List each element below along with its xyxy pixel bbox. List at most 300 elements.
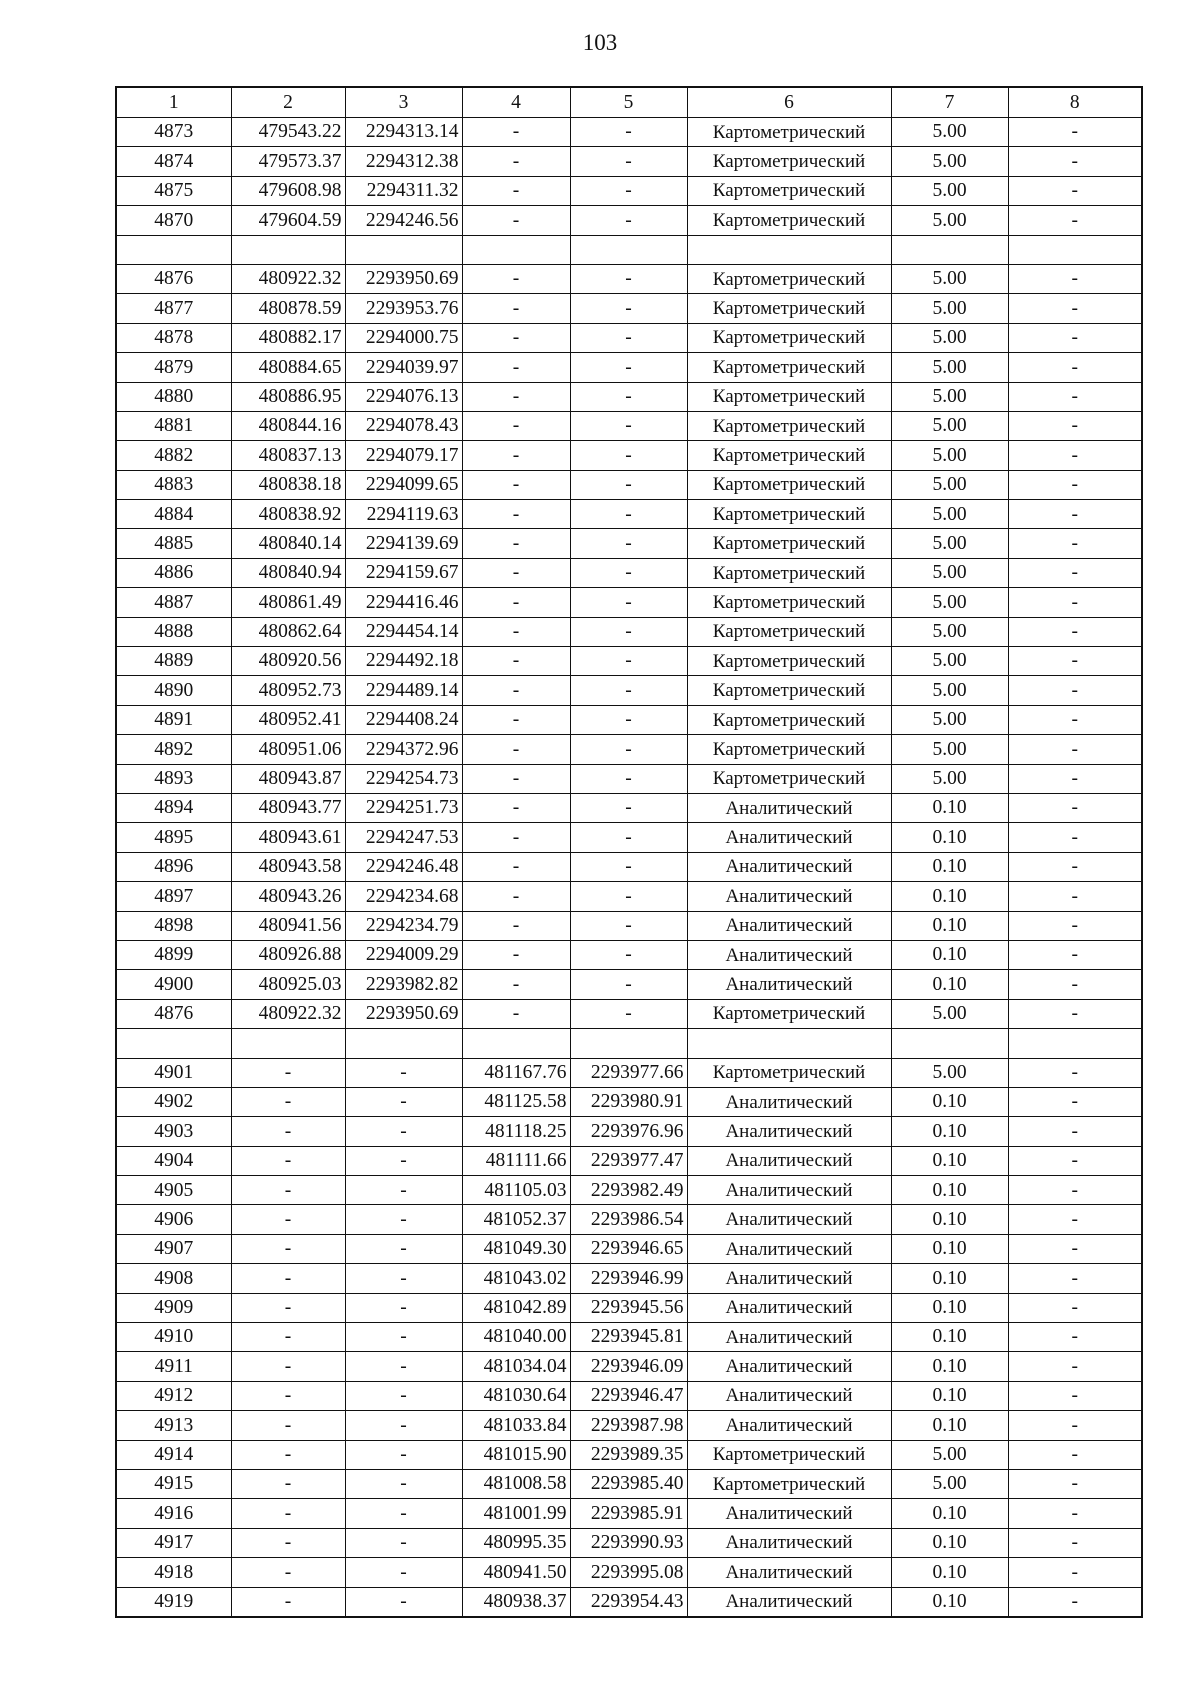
table-row bbox=[116, 411, 1142, 440]
table-row bbox=[116, 1176, 1142, 1205]
table-cell: - bbox=[462, 500, 570, 529]
table-cell: 5.00 bbox=[891, 441, 1008, 470]
table-cell: - bbox=[1008, 500, 1142, 529]
table-cell: Картометрический bbox=[687, 323, 891, 352]
table-cell: - bbox=[462, 617, 570, 646]
table-cell: - bbox=[345, 1323, 462, 1352]
table-row bbox=[116, 1587, 1142, 1617]
table-cell: 2293985.91 bbox=[570, 1499, 687, 1528]
table-cell: 479604.59 bbox=[231, 206, 345, 235]
table-cell: Аналитический bbox=[687, 1146, 891, 1175]
table-cell: - bbox=[1008, 588, 1142, 617]
table-cell: - bbox=[1008, 823, 1142, 852]
table-row bbox=[116, 1058, 1142, 1087]
table-cell: 0.10 bbox=[891, 882, 1008, 911]
table-cell bbox=[891, 1029, 1008, 1058]
table-cell: - bbox=[570, 323, 687, 352]
page-number: 103 bbox=[582, 30, 618, 55]
table-row bbox=[116, 793, 1142, 822]
table-cell: 2294234.68 bbox=[345, 882, 462, 911]
table-cell: 2293946.99 bbox=[570, 1264, 687, 1293]
table-cell: - bbox=[345, 1499, 462, 1528]
table-cell: 4892 bbox=[116, 735, 231, 764]
table-cell: - bbox=[1008, 999, 1142, 1028]
table-cell: Картометрический bbox=[687, 1469, 891, 1498]
table-cell: Картометрический bbox=[687, 147, 891, 176]
table-cell: 480943.58 bbox=[231, 852, 345, 881]
table-cell: Аналитический bbox=[687, 793, 891, 822]
table-cell: - bbox=[1008, 1176, 1142, 1205]
table-cell: - bbox=[462, 264, 570, 293]
table-cell: 481049.30 bbox=[462, 1234, 570, 1263]
table-cell: Аналитический bbox=[687, 1234, 891, 1263]
table-cell: - bbox=[462, 382, 570, 411]
table-cell: - bbox=[570, 676, 687, 705]
table-cell: 4893 bbox=[116, 764, 231, 793]
table-cell: 4911 bbox=[116, 1352, 231, 1381]
table-cell: - bbox=[462, 940, 570, 969]
table-cell: - bbox=[345, 1058, 462, 1087]
table-cell: - bbox=[462, 441, 570, 470]
table-cell: 2294246.48 bbox=[345, 852, 462, 881]
table-cell: Картометрический bbox=[687, 353, 891, 382]
table-row bbox=[116, 441, 1142, 470]
table-body bbox=[116, 118, 1142, 1617]
table-cell: 480943.26 bbox=[231, 882, 345, 911]
table-row bbox=[116, 118, 1142, 147]
table-cell: - bbox=[1008, 705, 1142, 734]
table-cell: 2293950.69 bbox=[345, 999, 462, 1028]
table-cell: 4887 bbox=[116, 588, 231, 617]
table-cell: 4899 bbox=[116, 940, 231, 969]
table-cell: - bbox=[462, 852, 570, 881]
table-cell: 2293985.40 bbox=[570, 1469, 687, 1498]
table-cell: - bbox=[345, 1587, 462, 1617]
table-cell: - bbox=[345, 1264, 462, 1293]
table-cell: - bbox=[570, 911, 687, 940]
table-cell: 480886.95 bbox=[231, 382, 345, 411]
table-cell: Аналитический bbox=[687, 1558, 891, 1587]
table-cell: - bbox=[1008, 647, 1142, 676]
table-cell: 2293977.47 bbox=[570, 1146, 687, 1175]
table-row bbox=[116, 529, 1142, 558]
table-cell: Картометрический bbox=[687, 558, 891, 587]
table-cell: - bbox=[231, 1528, 345, 1557]
table-cell: - bbox=[345, 1381, 462, 1410]
table-cell: Аналитический bbox=[687, 1352, 891, 1381]
table-cell: Картометрический bbox=[687, 500, 891, 529]
table-cell: 2293986.54 bbox=[570, 1205, 687, 1234]
table-cell: - bbox=[1008, 1352, 1142, 1381]
table-cell: 480884.65 bbox=[231, 353, 345, 382]
table-cell: Картометрический bbox=[687, 206, 891, 235]
table-cell: 2294254.73 bbox=[345, 764, 462, 793]
table-cell: - bbox=[231, 1117, 345, 1146]
table-cell: - bbox=[1008, 764, 1142, 793]
table-cell: 2293989.35 bbox=[570, 1440, 687, 1469]
table-cell: 4905 bbox=[116, 1176, 231, 1205]
table-cell bbox=[116, 235, 231, 264]
table-cell: 2293976.96 bbox=[570, 1117, 687, 1146]
table-cell: - bbox=[231, 1293, 345, 1322]
table-cell: - bbox=[462, 529, 570, 558]
table-cell: 4894 bbox=[116, 793, 231, 822]
table-cell: 4918 bbox=[116, 1558, 231, 1587]
table-cell: Картометрический bbox=[687, 382, 891, 411]
table-cell bbox=[462, 235, 570, 264]
table-cell: - bbox=[345, 1528, 462, 1557]
table-cell: - bbox=[231, 1323, 345, 1352]
table-cell: - bbox=[1008, 793, 1142, 822]
column-header: 5 bbox=[570, 87, 687, 118]
table-cell bbox=[231, 235, 345, 264]
table-cell: - bbox=[1008, 323, 1142, 352]
table-cell: 481167.76 bbox=[462, 1058, 570, 1087]
table-cell: 5.00 bbox=[891, 588, 1008, 617]
table-cell: - bbox=[1008, 1117, 1142, 1146]
table-cell: 481008.58 bbox=[462, 1469, 570, 1498]
table-cell: Аналитический bbox=[687, 1499, 891, 1528]
table-cell: 4908 bbox=[116, 1264, 231, 1293]
table-cell: - bbox=[570, 411, 687, 440]
table-cell: - bbox=[1008, 1499, 1142, 1528]
table-cell: 2294313.14 bbox=[345, 118, 462, 147]
table-cell: - bbox=[570, 294, 687, 323]
table-cell: - bbox=[345, 1205, 462, 1234]
table-cell: - bbox=[462, 558, 570, 587]
table-row bbox=[116, 206, 1142, 235]
table-cell: 0.10 bbox=[891, 852, 1008, 881]
table-cell: 5.00 bbox=[891, 353, 1008, 382]
table-cell bbox=[570, 235, 687, 264]
table-cell: 481015.90 bbox=[462, 1440, 570, 1469]
table-row bbox=[116, 911, 1142, 940]
table-cell: 481033.84 bbox=[462, 1411, 570, 1440]
table-cell: 481034.04 bbox=[462, 1352, 570, 1381]
table-cell: - bbox=[462, 911, 570, 940]
table-cell: 481052.37 bbox=[462, 1205, 570, 1234]
table-cell: - bbox=[462, 970, 570, 999]
table-cell: - bbox=[570, 647, 687, 676]
table-cell: 5.00 bbox=[891, 647, 1008, 676]
table-cell: Аналитический bbox=[687, 1205, 891, 1234]
table-cell: - bbox=[1008, 118, 1142, 147]
table-cell: 4877 bbox=[116, 294, 231, 323]
table-cell: 481043.02 bbox=[462, 1264, 570, 1293]
table-cell: 481030.64 bbox=[462, 1381, 570, 1410]
table-cell: - bbox=[231, 1381, 345, 1410]
table-cell: - bbox=[1008, 558, 1142, 587]
table-row bbox=[116, 617, 1142, 646]
table-cell: - bbox=[462, 470, 570, 499]
table-cell: - bbox=[570, 970, 687, 999]
table-cell: 5.00 bbox=[891, 558, 1008, 587]
table-cell: Картометрический bbox=[687, 705, 891, 734]
table-cell: 0.10 bbox=[891, 1528, 1008, 1557]
table-cell: 4919 bbox=[116, 1587, 231, 1617]
table-cell: 2294454.14 bbox=[345, 617, 462, 646]
table-cell: 2294078.43 bbox=[345, 411, 462, 440]
table-cell: 0.10 bbox=[891, 970, 1008, 999]
column-header: 1 bbox=[116, 87, 231, 118]
table-cell: Аналитический bbox=[687, 1411, 891, 1440]
table-cell: 4909 bbox=[116, 1293, 231, 1322]
table-cell: 0.10 bbox=[891, 1176, 1008, 1205]
table-cell: Картометрический bbox=[687, 676, 891, 705]
table-cell: 0.10 bbox=[891, 911, 1008, 940]
table-cell: Аналитический bbox=[687, 940, 891, 969]
table-cell: - bbox=[1008, 676, 1142, 705]
table-cell: 4881 bbox=[116, 411, 231, 440]
table-row bbox=[116, 1469, 1142, 1498]
table-cell: 480951.06 bbox=[231, 735, 345, 764]
table-cell: - bbox=[1008, 411, 1142, 440]
table-cell: 2293945.81 bbox=[570, 1323, 687, 1352]
table-cell: - bbox=[570, 882, 687, 911]
table-cell: 479608.98 bbox=[231, 176, 345, 205]
table-cell: Картометрический bbox=[687, 294, 891, 323]
table-cell: - bbox=[1008, 147, 1142, 176]
table-cell: 4870 bbox=[116, 206, 231, 235]
table-cell: 5.00 bbox=[891, 206, 1008, 235]
table-cell: 4898 bbox=[116, 911, 231, 940]
table-cell: 4883 bbox=[116, 470, 231, 499]
table-cell: - bbox=[345, 1117, 462, 1146]
table-row bbox=[116, 1323, 1142, 1352]
table-cell: 4895 bbox=[116, 823, 231, 852]
table-cell: 2294076.13 bbox=[345, 382, 462, 411]
table-cell: 0.10 bbox=[891, 793, 1008, 822]
table-cell: - bbox=[570, 705, 687, 734]
table-cell: 480862.64 bbox=[231, 617, 345, 646]
table-cell: 4873 bbox=[116, 118, 231, 147]
table-cell: - bbox=[231, 1587, 345, 1617]
coordinates-table bbox=[115, 86, 1143, 1618]
table-cell: 481001.99 bbox=[462, 1499, 570, 1528]
table-cell: 5.00 bbox=[891, 1469, 1008, 1498]
table-cell: 5.00 bbox=[891, 529, 1008, 558]
table-cell: 4884 bbox=[116, 500, 231, 529]
table-cell: 481042.89 bbox=[462, 1293, 570, 1322]
table-cell: - bbox=[570, 617, 687, 646]
table-cell: - bbox=[570, 999, 687, 1028]
table-cell bbox=[891, 235, 1008, 264]
table-cell: 2294000.75 bbox=[345, 323, 462, 352]
table-cell: 2293946.65 bbox=[570, 1234, 687, 1263]
table-cell: 4912 bbox=[116, 1381, 231, 1410]
table-cell: - bbox=[1008, 206, 1142, 235]
table-row bbox=[116, 470, 1142, 499]
table-cell: - bbox=[1008, 264, 1142, 293]
table-cell: - bbox=[462, 823, 570, 852]
table-row bbox=[116, 264, 1142, 293]
column-header: 6 bbox=[687, 87, 891, 118]
table-cell: 480838.18 bbox=[231, 470, 345, 499]
table-cell: 0.10 bbox=[891, 940, 1008, 969]
table-cell: Картометрический bbox=[687, 588, 891, 617]
table-cell: - bbox=[231, 1469, 345, 1498]
table-cell: 4878 bbox=[116, 323, 231, 352]
table-cell: - bbox=[570, 852, 687, 881]
table-cell: 480941.56 bbox=[231, 911, 345, 940]
table-cell: 480861.49 bbox=[231, 588, 345, 617]
table-cell: - bbox=[231, 1234, 345, 1263]
table-cell: 480926.88 bbox=[231, 940, 345, 969]
table-cell: 0.10 bbox=[891, 1587, 1008, 1617]
table-row bbox=[116, 588, 1142, 617]
table-cell: - bbox=[570, 529, 687, 558]
table-cell: Аналитический bbox=[687, 1176, 891, 1205]
table-cell: - bbox=[570, 147, 687, 176]
table-cell: - bbox=[345, 1440, 462, 1469]
table-cell: 2294251.73 bbox=[345, 793, 462, 822]
table-cell: 2294246.56 bbox=[345, 206, 462, 235]
table-cell: Картометрический bbox=[687, 647, 891, 676]
table-cell: 4875 bbox=[116, 176, 231, 205]
table-cell: - bbox=[570, 118, 687, 147]
table-cell: 480925.03 bbox=[231, 970, 345, 999]
table-cell: Аналитический bbox=[687, 1293, 891, 1322]
table-cell: - bbox=[1008, 1264, 1142, 1293]
table-cell: 5.00 bbox=[891, 323, 1008, 352]
column-header: 2 bbox=[231, 87, 345, 118]
table-cell: 5.00 bbox=[891, 764, 1008, 793]
table-cell: 2294408.24 bbox=[345, 705, 462, 734]
table-row bbox=[116, 1029, 1142, 1058]
table-cell: - bbox=[462, 999, 570, 1028]
table-row bbox=[116, 1352, 1142, 1381]
table-cell: - bbox=[462, 588, 570, 617]
table-cell: 2294489.14 bbox=[345, 676, 462, 705]
table-cell: 480878.59 bbox=[231, 294, 345, 323]
table-cell: 0.10 bbox=[891, 1264, 1008, 1293]
table-cell: 5.00 bbox=[891, 1058, 1008, 1087]
table-cell: 4913 bbox=[116, 1411, 231, 1440]
table-row bbox=[116, 176, 1142, 205]
table-cell bbox=[231, 1029, 345, 1058]
table-cell: - bbox=[1008, 970, 1142, 999]
table-cell: 481111.66 bbox=[462, 1146, 570, 1175]
table-cell: Картометрический bbox=[687, 529, 891, 558]
table-cell: 2294312.38 bbox=[345, 147, 462, 176]
table-cell: 5.00 bbox=[891, 147, 1008, 176]
table-cell: 2293977.66 bbox=[570, 1058, 687, 1087]
table-cell: Картометрический bbox=[687, 264, 891, 293]
table-cell: - bbox=[1008, 940, 1142, 969]
table-cell: 4886 bbox=[116, 558, 231, 587]
table-cell: 4885 bbox=[116, 529, 231, 558]
table-cell: - bbox=[345, 1558, 462, 1587]
table-cell: 0.10 bbox=[891, 1146, 1008, 1175]
table-cell: - bbox=[570, 558, 687, 587]
table-cell: 480943.87 bbox=[231, 764, 345, 793]
table-cell: 5.00 bbox=[891, 264, 1008, 293]
table-cell: 480840.94 bbox=[231, 558, 345, 587]
table-cell: - bbox=[462, 353, 570, 382]
table-row bbox=[116, 1558, 1142, 1587]
table-cell: 480840.14 bbox=[231, 529, 345, 558]
table-cell: 480920.56 bbox=[231, 647, 345, 676]
table-cell: 4880 bbox=[116, 382, 231, 411]
table-row bbox=[116, 676, 1142, 705]
column-header: 3 bbox=[345, 87, 462, 118]
table-cell: 2293982.82 bbox=[345, 970, 462, 999]
table-cell: 4901 bbox=[116, 1058, 231, 1087]
table-cell: 5.00 bbox=[891, 294, 1008, 323]
table-row bbox=[116, 1117, 1142, 1146]
table-cell: Аналитический bbox=[687, 1528, 891, 1557]
table-cell: 4902 bbox=[116, 1087, 231, 1116]
table-cell: 0.10 bbox=[891, 1323, 1008, 1352]
table-row bbox=[116, 147, 1142, 176]
table-cell: - bbox=[462, 294, 570, 323]
table-cell: 4915 bbox=[116, 1469, 231, 1498]
table-cell: Картометрический bbox=[687, 118, 891, 147]
table-row bbox=[116, 235, 1142, 264]
table-cell: 2293950.69 bbox=[345, 264, 462, 293]
table-row bbox=[116, 558, 1142, 587]
column-header: 7 bbox=[891, 87, 1008, 118]
table-cell: - bbox=[345, 1146, 462, 1175]
table-cell: 5.00 bbox=[891, 705, 1008, 734]
table-cell: 0.10 bbox=[891, 823, 1008, 852]
table-cell: 2294372.96 bbox=[345, 735, 462, 764]
table-cell: 4876 bbox=[116, 264, 231, 293]
table-row bbox=[116, 940, 1142, 969]
table-cell: Картометрический bbox=[687, 411, 891, 440]
table-cell bbox=[1008, 235, 1142, 264]
table-cell: - bbox=[462, 882, 570, 911]
table-cell: 2293980.91 bbox=[570, 1087, 687, 1116]
table-cell: - bbox=[1008, 1234, 1142, 1263]
table-cell: 4910 bbox=[116, 1323, 231, 1352]
table-cell: - bbox=[1008, 1411, 1142, 1440]
table-cell: 479573.37 bbox=[231, 147, 345, 176]
table-cell: 481118.25 bbox=[462, 1117, 570, 1146]
table-cell: 0.10 bbox=[891, 1293, 1008, 1322]
table-cell: - bbox=[462, 323, 570, 352]
table-row bbox=[116, 1264, 1142, 1293]
table-cell: 2294247.53 bbox=[345, 823, 462, 852]
table-cell: - bbox=[1008, 1205, 1142, 1234]
table-cell: - bbox=[1008, 1469, 1142, 1498]
table-cell: - bbox=[1008, 617, 1142, 646]
table-cell: - bbox=[231, 1352, 345, 1381]
table-cell: 0.10 bbox=[891, 1087, 1008, 1116]
table-cell: - bbox=[570, 735, 687, 764]
table-cell: 480837.13 bbox=[231, 441, 345, 470]
table-row bbox=[116, 500, 1142, 529]
table-cell: - bbox=[570, 823, 687, 852]
table-cell: 0.10 bbox=[891, 1381, 1008, 1410]
table-cell: - bbox=[462, 793, 570, 822]
table-row bbox=[116, 764, 1142, 793]
table-cell: 479543.22 bbox=[231, 118, 345, 147]
table-cell: - bbox=[570, 793, 687, 822]
table-cell: - bbox=[345, 1411, 462, 1440]
table-cell: 0.10 bbox=[891, 1499, 1008, 1528]
table-cell: - bbox=[570, 764, 687, 793]
table-cell: - bbox=[1008, 353, 1142, 382]
table-cell: - bbox=[570, 470, 687, 499]
table-cell: Картометрический bbox=[687, 470, 891, 499]
table-cell: 481125.58 bbox=[462, 1087, 570, 1116]
table-cell: Картометрический bbox=[687, 764, 891, 793]
table-cell: 5.00 bbox=[891, 676, 1008, 705]
table-cell: 2294119.63 bbox=[345, 500, 462, 529]
table-cell: 4900 bbox=[116, 970, 231, 999]
table-cell: 4891 bbox=[116, 705, 231, 734]
